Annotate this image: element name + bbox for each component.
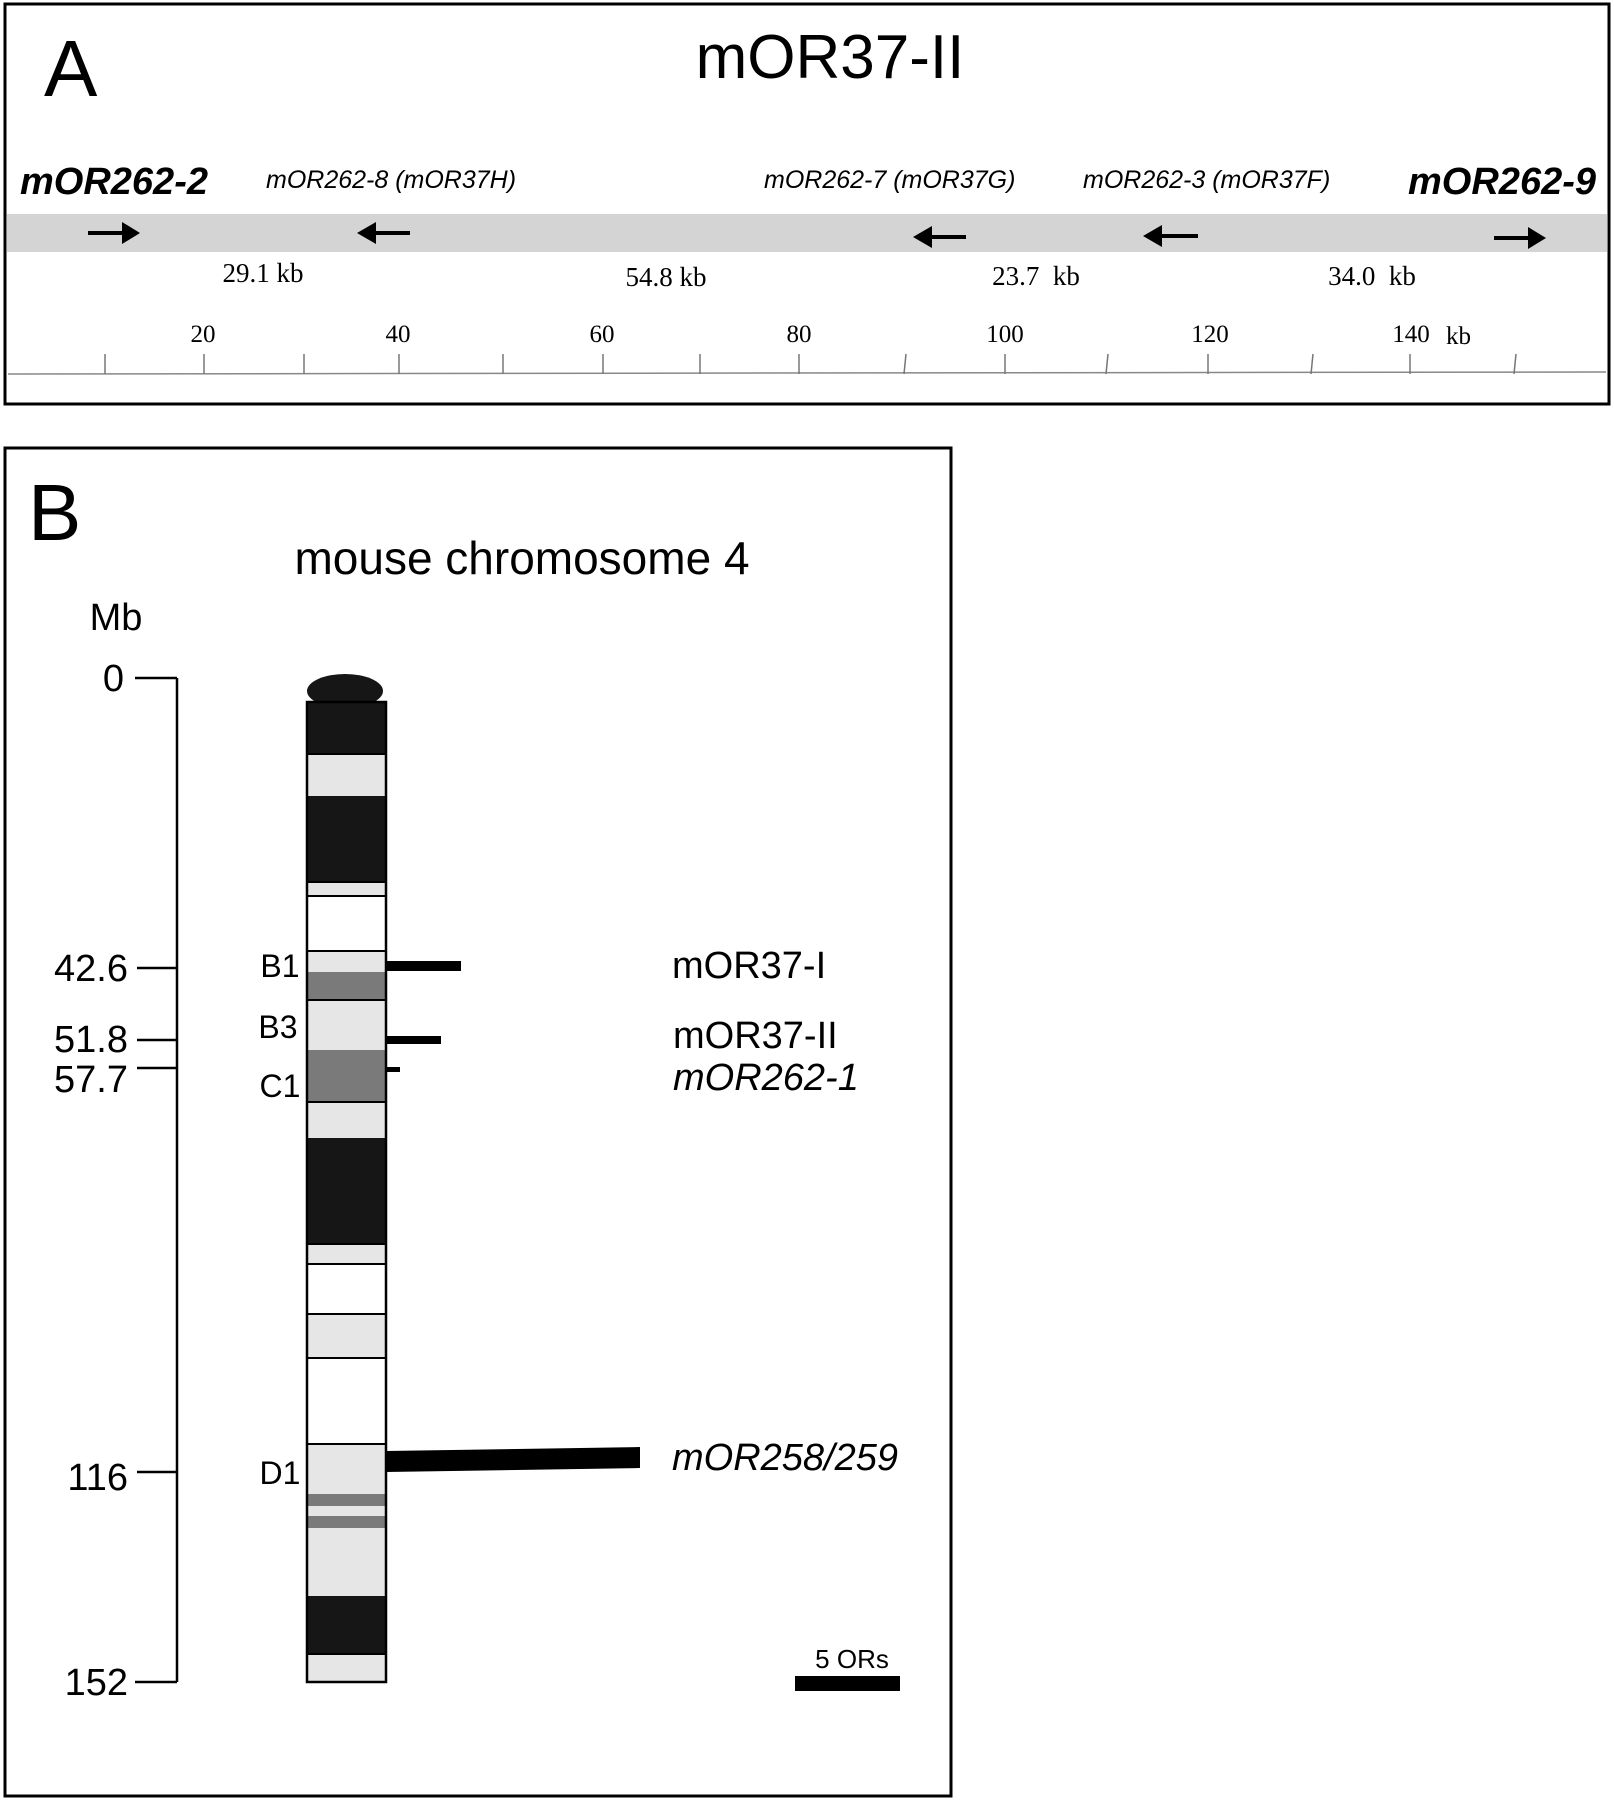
panel-b xyxy=(5,448,951,1796)
panel-a xyxy=(5,4,1609,404)
distance-label: 34.0 kb xyxy=(1328,261,1416,291)
band xyxy=(307,882,386,896)
band xyxy=(307,1654,386,1682)
panel-a-letter: A xyxy=(44,24,98,113)
gene-label-mor262-3: mOR262-3 (mOR37F) xyxy=(1083,166,1331,194)
band xyxy=(307,1528,386,1596)
band xyxy=(307,972,386,1000)
band xyxy=(307,1516,386,1528)
band xyxy=(307,1138,386,1244)
panel-b-letter: B xyxy=(28,468,82,557)
scale-tick-label: 120 xyxy=(1191,321,1229,348)
band-label: D1 xyxy=(259,1455,301,1491)
scale-tick-label: 60 xyxy=(589,321,615,348)
or-cluster-bar-mor37-ii xyxy=(386,1036,441,1044)
axis-unit-label: Mb xyxy=(89,597,143,639)
scale-tick-label: 20 xyxy=(190,321,216,348)
band xyxy=(307,951,386,972)
gene-label-mor262-2: mOR262-2 xyxy=(20,161,208,203)
axis-tick-label: 152 xyxy=(64,1662,128,1704)
axis-tick-label: 57.7 xyxy=(54,1059,128,1101)
contig-band xyxy=(7,214,1607,252)
or-cluster-bar-mor258-259 xyxy=(386,1447,640,1472)
gene-label-mor262-7: mOR262-7 (mOR37G) xyxy=(764,166,1016,194)
scale-tick-label: 140 xyxy=(1392,321,1430,348)
scale-tick-label: 80 xyxy=(786,321,812,348)
gene-label-mor262-8: mOR262-8 (mOR37H) xyxy=(266,166,517,194)
band xyxy=(307,1102,386,1138)
or-cluster-bar-mor262-1 xyxy=(386,1067,400,1072)
axis-tick-label: 0 xyxy=(102,658,124,700)
axis-tick-label: 42.6 xyxy=(54,948,128,990)
distance-label: 23.7 kb xyxy=(992,261,1080,291)
or-cluster-bar-mor37-i xyxy=(386,961,461,971)
band xyxy=(307,896,386,951)
chromosome-ideogram xyxy=(307,674,386,1682)
scale-tick-label: 100 xyxy=(986,321,1024,348)
band xyxy=(307,1244,386,1264)
band xyxy=(307,1050,386,1102)
distance-label: 54.8 kb xyxy=(625,262,707,292)
distance-label: 29.1 kb xyxy=(222,258,304,288)
locus-label-mor262-1: mOR262-1 xyxy=(673,1057,859,1099)
mb-axis xyxy=(135,678,177,1682)
scale-tick-label: 40 xyxy=(385,321,411,348)
band xyxy=(307,702,386,754)
locus-label-mor37-i: mOR37-I xyxy=(672,945,827,987)
band xyxy=(307,1506,386,1516)
band xyxy=(307,1264,386,1314)
band xyxy=(307,1494,386,1506)
panel-a-title: mOR37-II xyxy=(695,23,965,92)
band xyxy=(307,1314,386,1358)
band xyxy=(307,796,386,882)
scale-bar-label: 5 ORs xyxy=(815,1644,889,1674)
band xyxy=(307,754,386,796)
axis-tick-label: 51.8 xyxy=(54,1019,128,1061)
band xyxy=(307,1596,386,1654)
scale-unit-label: kb xyxy=(1446,323,1471,350)
panel-b-frame xyxy=(5,448,951,1796)
band xyxy=(307,1444,386,1494)
band-label: B3 xyxy=(258,1009,298,1045)
kb-scale-ruler xyxy=(8,354,1606,374)
axis-tick-label: 116 xyxy=(67,1457,128,1499)
band-label: C1 xyxy=(259,1068,301,1104)
band xyxy=(307,1358,386,1444)
band-label: B1 xyxy=(260,948,300,984)
panel-b-title: mouse chromosome 4 xyxy=(294,532,750,584)
locus-label-mor37-ii: mOR37-II xyxy=(673,1015,838,1057)
gene-label-mor262-9: mOR262-9 xyxy=(1408,161,1596,203)
band xyxy=(307,1000,386,1050)
locus-label-mor258-259: mOR258/259 xyxy=(672,1437,899,1479)
scale-bar xyxy=(795,1676,900,1691)
